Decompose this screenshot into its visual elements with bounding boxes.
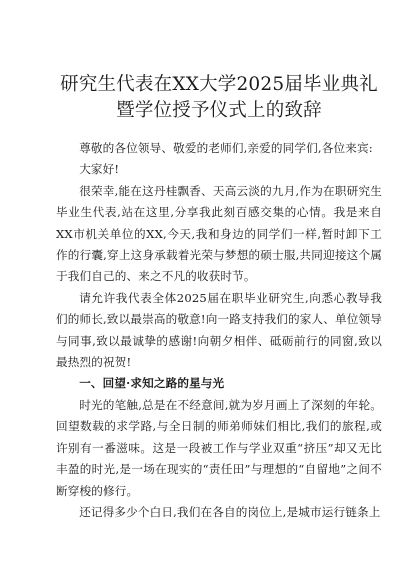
- body-paragraph: 还记得多少个白日,我们在各自的岗位上,是城市运行链条上: [79, 504, 381, 519]
- document-title: 研究生代表在XX大学2025届毕业典礼暨学位授予仪式上的致辞: [60, 74, 378, 121]
- body-paragraph: 很荣幸,能在这丹桂飘香、天高云淡的九月,作为在职研究生毕业生代表,站在这里,分享我此刻百感交集的心情。我是来自XX市机关单位的XX,今天,我和身边的同学们一样,暂时卸下工作的行囊,穿上这身承载着光荣与梦想的硕士服,共同迎接这个属于我们自己的、来之不凡的收获时节。: [56, 183, 382, 284]
- body-paragraph: 时光的笔触,总是在不经意间,就为岁月画上了深刻的年轮。回望数载的求学路,与全日制的师弟师妹们相比,我们的旅程,或许别有一番滋味。这是一段被工作与学业双重“挤压”却又无比丰盈的时光,是一场在现实的“责任田”与理想的“自留地”之间不断穿梭的修行。: [56, 397, 382, 498]
- body-paragraph: 请允许我代表全体2025届在职毕业研究生,向悉心教导我们的师长,致以最崇高的敬意!向一路支持我们的家人、单位领导与同事,致以最诚挚的感谢!向朝夕相伴、砥砺前行的同窗,致以最热烈的祝贺!: [56, 290, 382, 370]
- salutation-paragraph: 尊敬的各位领导、敬爱的老师们,亲爱的同学们,各位来宾:: [79, 141, 373, 155]
- greeting-paragraph: 大家好!: [79, 162, 120, 177]
- section-heading: 一、回望·求知之路的星与光: [79, 376, 225, 391]
